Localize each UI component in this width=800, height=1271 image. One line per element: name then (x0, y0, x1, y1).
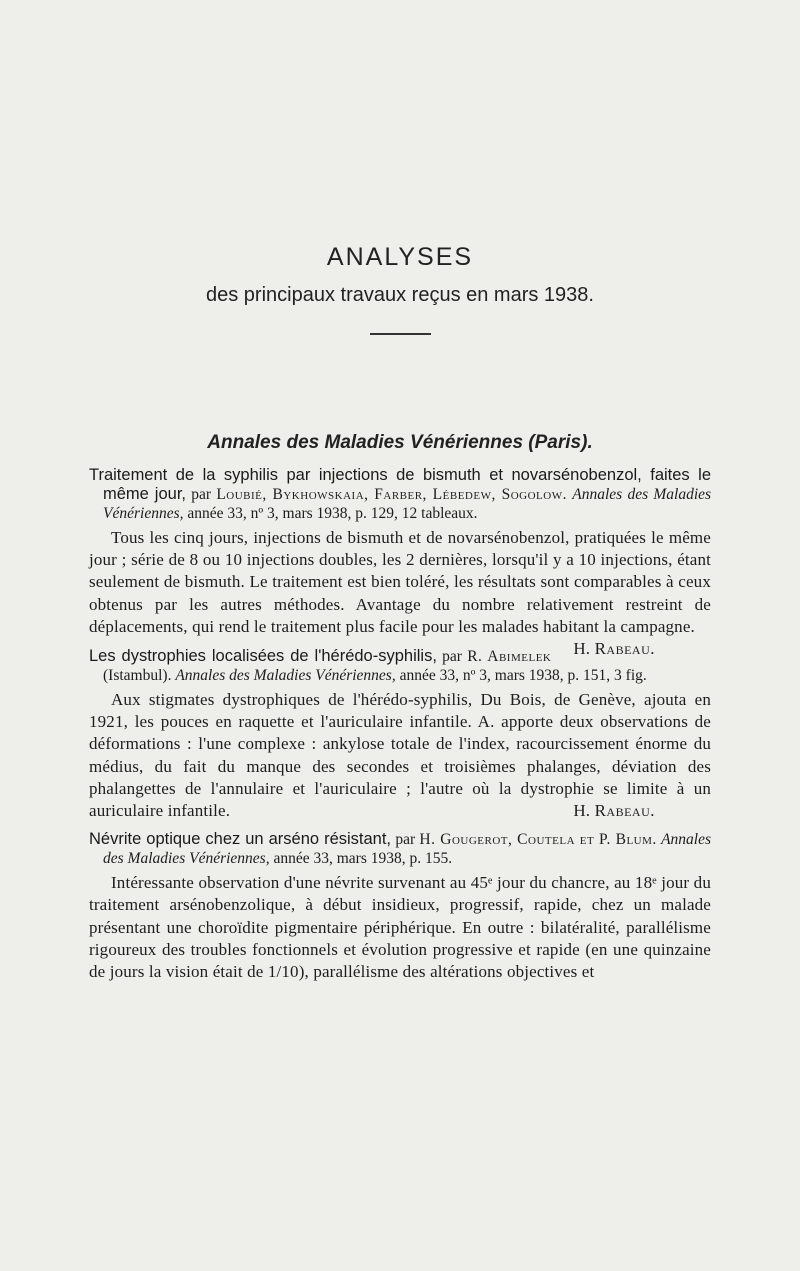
article-citation (89, 466, 711, 523)
article-citation-details: année 33, mars 1938, p. 155. (273, 850, 453, 868)
article-body-text: Aux stigmates dystrophiques de l'hérédo-syphilis, Du Bois, de Genève, ajouta en 1921, les pouces en raquette et l'auriculaire infantile. A. apporte deux observations de déformations : l'une complexe : ankylose totale de l'index, racourcissement énorme du médius, du fait du manque des secondes et troisièmes phalanges, déviation des phalangettes de l'annulaire et l'auriculaire ; l'autre où la dystrophie se limite à un auriculaire infantile. (89, 690, 711, 821)
journal-heading: Annales des Maladies Vénériennes (Paris). (207, 432, 593, 453)
article-source: Annales des Maladies Vénériennes, (175, 667, 396, 685)
article (89, 830, 711, 983)
article-body (89, 872, 711, 983)
reviewer-signature (551, 638, 655, 660)
article-citation-details: année 33, nº 3, mars 1938, p. 129, 12 tableaux. (187, 505, 478, 522)
authors-suffix: (Istambul). (103, 667, 172, 685)
article-authors: Loubié, Bykhowskaia, Farber, Lébedew, Sogolow. (216, 486, 567, 503)
article-source: Annales des Maladies Vénériennes, (103, 831, 712, 868)
articles-container (89, 466, 711, 983)
authors-prefix: par (395, 831, 416, 849)
article-citation (89, 830, 711, 868)
reviewer-name: Rabeau. (594, 639, 655, 659)
article-body-text: Intéressante observation d'une névrite survenant au 45ᵉ jour du chancre, au 18ᵉ jour du traitement arsénobenzolique, à début insidieux, progressif, rapide, chez un malade présentant une choroïdite pigmentaire périphérique. En outre : bilatéralité, parallélisme rigoureux des troubles fonctionnels et évolution progressive et rapide (en une quinzaine de jours la vision était de 1/10), parallélisme des altérations objectives et (89, 873, 711, 982)
authors-prefix: par (442, 648, 462, 666)
article-body (89, 689, 711, 822)
reviewer-name: Rabeau. (594, 801, 655, 821)
article-body-text: Tous les cinq jours, injections de bismuth et de novarsénobenzol, pratiquées le même jour ; série de 8 ou 10 injections doubles, les 2 dernières, lorsqu'il y a 10 injections, étant seulement de bismuth. Le traitement est bien toléré, les résultats sont comparables à ceux obtenus par les autres méthodes. Avantage du nombre relativement restreint de déplacements, qui rend le traitement plus facile pour les malades habitant la campagne. (89, 528, 711, 636)
reviewer-initial: H. (573, 801, 591, 821)
article (89, 647, 711, 822)
article-citation-details: année 33, nº 3, mars 1938, p. 151, 3 fig. (399, 667, 647, 685)
page-subtitle: des principaux travaux reçus en mars 1938. (206, 284, 594, 306)
reviewer-initial: H. (573, 639, 591, 659)
page-title: ANALYSES (326, 243, 474, 271)
article-title: Névrite optique chez un arséno résistant, (89, 830, 392, 849)
reviewer-signature (551, 800, 655, 822)
article-source: Annales des Maladies Vénériennes, (103, 486, 712, 522)
authors-prefix: par (191, 486, 212, 503)
article-title: Traitement de la syphilis par injections de bismuth et novarsénobenzol, faites le même jour, (89, 466, 711, 503)
title-divider (370, 333, 431, 335)
article-authors: H. Gougerot, Coutela et P. Blum. (419, 831, 657, 849)
article-authors: R. Abimelek (467, 648, 552, 666)
article-title: Les dystrophies localisées de l'hérédo-syphilis, (89, 647, 437, 666)
